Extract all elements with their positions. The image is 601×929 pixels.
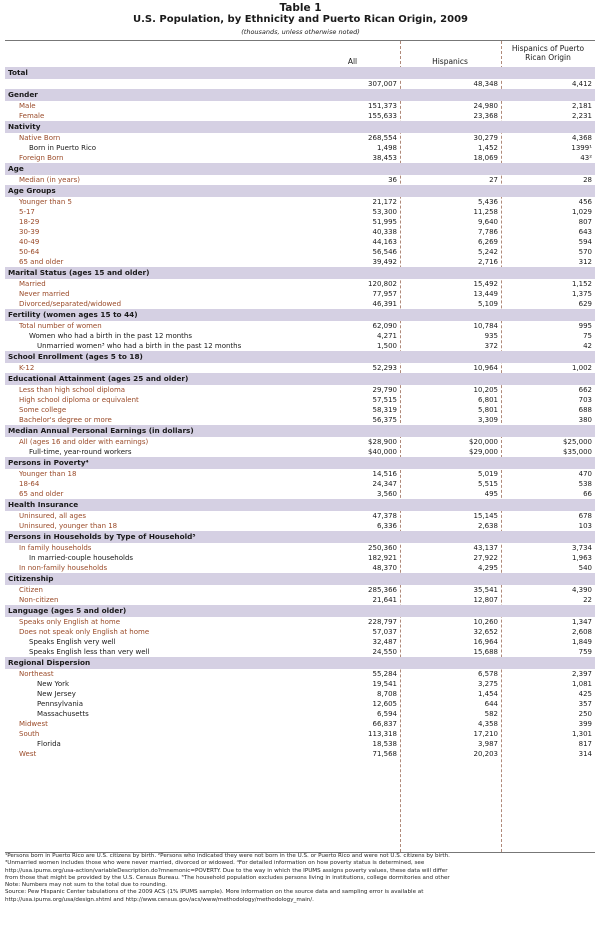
- cell-all: 58,319: [372, 406, 397, 414]
- cell-hispanics: 4,358: [477, 720, 498, 728]
- section-header-row: [5, 573, 595, 585]
- cell-hispanics: 1,454: [477, 690, 498, 698]
- table-row: [5, 489, 595, 499]
- cell-puerto-rican: 538: [578, 480, 592, 488]
- row-label: New York: [37, 680, 70, 688]
- table-row: [5, 207, 595, 217]
- column-header-hispanics: Hispanics: [432, 57, 468, 66]
- row-label: Midwest: [19, 720, 48, 728]
- cell-hispanics: 48,348: [473, 80, 498, 88]
- cell-all: 39,492: [372, 258, 397, 266]
- section-header-row: [5, 267, 595, 279]
- row-label: Uninsured, all ages: [19, 512, 87, 520]
- table-title: U.S. Population, by Ethnicity and Puerto Rican Origin, 2009: [133, 14, 468, 25]
- cell-puerto-rican: 678: [578, 512, 592, 520]
- cell-hispanics: 11,258: [473, 208, 498, 216]
- cell-puerto-rican: 42: [583, 342, 592, 350]
- cell-all: 285,366: [368, 586, 397, 594]
- cell-puerto-rican: 1,029: [571, 208, 592, 216]
- cell-puerto-rican: 314: [578, 750, 592, 758]
- cell-all: 56,375: [372, 416, 397, 424]
- cell-all: 1,500: [376, 342, 397, 350]
- table-row: [5, 299, 595, 309]
- cell-all: 8,708: [376, 690, 397, 698]
- table-number: Table 1: [279, 2, 322, 14]
- cell-all: 57,037: [372, 628, 397, 636]
- section-title: Nativity: [5, 121, 595, 133]
- cell-puerto-rican: 703: [578, 396, 592, 404]
- row-label: Florida: [37, 740, 61, 748]
- row-label: Speaks only English at home: [19, 618, 121, 626]
- cell-all: 268,554: [368, 134, 397, 142]
- cell-all: 14,516: [372, 470, 397, 478]
- row-label: Born in Puerto Rico: [29, 144, 97, 152]
- table-row: [5, 153, 595, 163]
- cell-all: 21,172: [372, 198, 397, 206]
- section-title: Persons in Poverty⁴: [5, 457, 595, 469]
- cell-hispanics: 6,269: [477, 238, 498, 246]
- cell-hispanics: 23,368: [473, 112, 498, 120]
- footnotes: [5, 853, 597, 904]
- table-row: [5, 217, 595, 227]
- cell-all: 3,560: [376, 490, 397, 498]
- cell-puerto-rican: 2,608: [571, 628, 592, 636]
- cell-puerto-rican: 1,347: [571, 618, 592, 626]
- section-header-row: [5, 373, 595, 385]
- table-row: [5, 637, 595, 647]
- row-label: 40-49: [19, 238, 40, 246]
- table-row: [5, 479, 595, 489]
- row-label: Unmarried women³ who had a birth in the past 12 months: [37, 342, 242, 350]
- row-label: 30-39: [19, 228, 40, 236]
- section-title: Persons in Households by Type of Household⁵: [5, 531, 595, 543]
- cell-all: 151,373: [368, 102, 397, 110]
- table-row: [5, 627, 595, 637]
- section-title: Gender: [5, 89, 595, 101]
- cell-hispanics: 15,688: [473, 648, 498, 656]
- cell-puerto-rican: 1399¹: [571, 144, 592, 152]
- section-title: Marital Status (ages 15 and older): [5, 267, 595, 279]
- cell-puerto-rican: 28: [583, 176, 592, 184]
- table-row: [5, 363, 595, 373]
- cell-puerto-rican: 1,081: [571, 680, 592, 688]
- section-title: Educational Attainment (ages 25 and older): [5, 373, 595, 385]
- table-row: [5, 175, 595, 185]
- section-header-row: [5, 89, 595, 101]
- table-row: [5, 689, 595, 699]
- section-title: Median Annual Personal Earnings (in dollars): [5, 425, 595, 437]
- cell-all: 18,538: [372, 740, 397, 748]
- section-header-row: [5, 457, 595, 469]
- section-title: Regional Dispersion: [5, 657, 595, 669]
- cell-hispanics: 17,210: [473, 730, 498, 738]
- cell-hispanics: 5,109: [477, 300, 498, 308]
- cell-hispanics: 32,652: [473, 628, 498, 636]
- row-label: Female: [19, 112, 45, 120]
- row-label: In non-family households: [19, 564, 108, 572]
- cell-hispanics: 4,295: [477, 564, 498, 572]
- cell-hispanics: 935: [484, 332, 498, 340]
- table-row: [5, 289, 595, 299]
- table-row: [5, 321, 595, 331]
- footnote-line: http://usa.ipums.org/usa/design.shtml and http://www.census.gov/acs/www/methodology/methodology_main/.: [5, 896, 314, 903]
- section-header-row: [5, 121, 595, 133]
- section-title: Health Insurance: [5, 499, 595, 511]
- table-row: [5, 739, 595, 749]
- footnote-line: http://usa.ipums.org/usa-action/variableDescription.do?mnemonic=POVERTY. Due to the way in which the IPUMS assigns poverty values, these data will differ: [5, 867, 448, 874]
- cell-hispanics: 27: [489, 176, 498, 184]
- cell-puerto-rican: 2,181: [571, 102, 592, 110]
- cell-all: 51,995: [372, 218, 397, 226]
- section-header-row: [5, 67, 595, 79]
- cell-all: 55,284: [372, 670, 397, 678]
- cell-hispanics: 3,309: [477, 416, 498, 424]
- section-header-row: [5, 657, 595, 669]
- cell-all: 182,921: [368, 554, 397, 562]
- cell-puerto-rican: 357: [578, 700, 592, 708]
- cell-puerto-rican: 570: [578, 248, 592, 256]
- table-row: [5, 331, 595, 341]
- table-row: [5, 395, 595, 405]
- table-row: [5, 405, 595, 415]
- row-label: [5, 79, 305, 89]
- cell-hispanics: 5,242: [477, 248, 498, 256]
- row-label: Speaks English very well: [29, 638, 116, 646]
- cell-all: 52,293: [372, 364, 397, 372]
- row-label: Median (in years): [19, 176, 81, 184]
- cell-hispanics: 495: [484, 490, 498, 498]
- section-title: Total: [5, 67, 595, 79]
- cell-puerto-rican: 1,002: [571, 364, 592, 372]
- cell-all: 29,790: [372, 386, 397, 394]
- table-row: [5, 553, 595, 563]
- table-row: [5, 197, 595, 207]
- cell-hispanics: 5,515: [477, 480, 498, 488]
- table-row: [5, 101, 595, 111]
- cell-puerto-rican: 629: [578, 300, 592, 308]
- cell-hispanics: 1,452: [477, 144, 498, 152]
- cell-puerto-rican: $25,000: [563, 438, 592, 446]
- cell-hispanics: 5,436: [477, 198, 498, 206]
- row-label: Divorced/separated/widowed: [19, 300, 122, 308]
- section-header-row: [5, 309, 595, 321]
- cell-puerto-rican: 312: [578, 258, 592, 266]
- row-label: K-12: [19, 364, 35, 372]
- cell-all: 1,498: [376, 144, 397, 152]
- footnote-line: ¹Persons born in Puerto Rico are U.S. citizens by birth. ²Persons who indicated they were not born in the U.S. or Puerto Rico and were not U.S. citizens by birth.: [5, 853, 450, 859]
- cell-hispanics: 644: [484, 700, 498, 708]
- row-label: 50-64: [19, 248, 40, 256]
- table-row: [5, 341, 595, 351]
- cell-hispanics: 6,801: [477, 396, 498, 404]
- cell-all: 21,641: [372, 596, 397, 604]
- cell-all: 228,797: [368, 618, 397, 626]
- cell-all: 44,163: [372, 238, 397, 246]
- cell-all: 32,487: [372, 638, 397, 646]
- table-row: [5, 111, 595, 121]
- cell-hispanics: $29,000: [469, 448, 498, 456]
- cell-puerto-rican: 399: [578, 720, 592, 728]
- cell-hispanics: 18,069: [473, 154, 498, 162]
- cell-hispanics: 13,449: [473, 290, 498, 298]
- cell-all: 66,837: [372, 720, 397, 728]
- cell-hispanics: 2,638: [477, 522, 498, 530]
- section-header-row: [5, 425, 595, 437]
- table-row: [5, 617, 595, 627]
- cell-hispanics: 7,786: [477, 228, 498, 236]
- row-label: West: [19, 750, 37, 758]
- table-row: [5, 719, 595, 729]
- cell-puerto-rican: 2,231: [571, 112, 592, 120]
- section-header-row: [5, 499, 595, 511]
- footnote-line: Note: Numbers may not sum to the total due to rounding.: [5, 882, 167, 889]
- section-header-row: [5, 605, 595, 617]
- section-header-row: [5, 185, 595, 197]
- cell-puerto-rican: 817: [578, 740, 592, 748]
- table-row: [5, 585, 595, 595]
- cell-all: 71,568: [372, 750, 397, 758]
- table-row: [5, 133, 595, 143]
- row-label: Speaks English less than very well: [29, 648, 150, 656]
- cell-hispanics: 9,640: [477, 218, 498, 226]
- cell-hispanics: 20,203: [473, 750, 498, 758]
- section-header-row: [5, 351, 595, 363]
- cell-all: 113,318: [368, 730, 397, 738]
- row-label: Some college: [19, 406, 67, 414]
- column-header-all: All: [347, 57, 358, 66]
- cell-hispanics: 3,987: [477, 740, 498, 748]
- cell-puerto-rican: 1,849: [571, 638, 592, 646]
- cell-hispanics: 10,964: [473, 364, 498, 372]
- cell-puerto-rican: 1,152: [571, 280, 592, 288]
- cell-puerto-rican: 22: [583, 596, 592, 604]
- row-label: Total number of women: [19, 322, 102, 330]
- cell-hispanics: 24,980: [473, 102, 498, 110]
- cell-all: 53,300: [372, 208, 397, 216]
- row-label: 18-64: [19, 480, 40, 488]
- cell-all: $28,900: [368, 438, 397, 446]
- section-title: Language (ages 5 and older): [5, 605, 595, 617]
- row-label: 18-29: [19, 218, 40, 226]
- table-row: [5, 511, 595, 521]
- cell-all: 24,347: [372, 480, 397, 488]
- table-row: [5, 729, 595, 739]
- cell-hispanics: 2,716: [477, 258, 498, 266]
- row-label: Northeast: [19, 670, 54, 678]
- cell-all: 6,594: [376, 710, 397, 718]
- row-label: Never married: [19, 290, 70, 298]
- cell-puerto-rican: 75: [583, 332, 592, 340]
- row-label: Less than high school diploma: [19, 386, 126, 394]
- table-row: [5, 669, 595, 679]
- cell-hispanics: 5,801: [477, 406, 498, 414]
- row-label: In family households: [19, 544, 92, 552]
- row-label: Pennsylvania: [37, 700, 83, 708]
- cell-puerto-rican: 4,368: [571, 134, 592, 142]
- row-label: Massachusetts: [37, 710, 89, 718]
- cell-all: 48,370: [372, 564, 397, 572]
- row-label: Bachelor's degree or more: [19, 416, 112, 424]
- cell-puerto-rican: 43²: [580, 154, 592, 162]
- row-label: Married: [19, 280, 46, 288]
- row-label: Male: [19, 102, 36, 110]
- footnote-line: from those that might be provided by the U.S. Census Bureau. ⁵The household population excludes persons living in institutions, college dormitories and other: [5, 874, 450, 881]
- cell-puerto-rican: 4,390: [571, 586, 592, 594]
- cell-puerto-rican: 456: [578, 198, 592, 206]
- cell-puerto-rican: 470: [578, 470, 592, 478]
- cell-hispanics: 15,145: [473, 512, 498, 520]
- row-label: Citizen: [19, 586, 43, 594]
- cell-puerto-rican: 2,397: [571, 670, 592, 678]
- row-label: South: [19, 730, 40, 738]
- cell-puerto-rican: 1,963: [571, 554, 592, 562]
- section-title: Citizenship: [5, 573, 595, 585]
- cell-puerto-rican: 1,375: [571, 290, 592, 298]
- cell-puerto-rican: 66: [583, 490, 592, 498]
- table-row: [5, 143, 595, 153]
- cell-puerto-rican: 103: [578, 522, 592, 530]
- cell-puerto-rican: 594: [578, 238, 592, 246]
- cell-hispanics: 10,260: [473, 618, 498, 626]
- cell-puerto-rican: 807: [578, 218, 592, 226]
- table-row: [5, 447, 595, 457]
- row-label: Younger than 18: [19, 470, 77, 478]
- table-row: [5, 385, 595, 395]
- cell-hispanics: 10,784: [473, 322, 498, 330]
- cell-hispanics: 15,492: [473, 280, 498, 288]
- table-body: [5, 67, 595, 759]
- cell-hispanics: 10,205: [473, 386, 498, 394]
- column-header-puerto-rican: Hispanics of Puerto Rican Origin: [511, 44, 585, 62]
- row-label: New Jersey: [37, 690, 76, 698]
- row-label: Native Born: [19, 134, 61, 142]
- cell-hispanics: 3,275: [477, 680, 498, 688]
- footnote-line: ³Unmarried women includes those who were never married, divorced or widowed. ⁴For detailed information on how poverty status is determined, see: [5, 860, 425, 867]
- section-title: Age: [5, 163, 595, 175]
- cell-all: 77,957: [372, 290, 397, 298]
- table-row: [5, 437, 595, 447]
- table-row: [5, 469, 595, 479]
- row-label: Does not speak only English at home: [19, 628, 150, 636]
- cell-puerto-rican: 425: [578, 690, 592, 698]
- table-row: [5, 415, 595, 425]
- table-row: [5, 595, 595, 605]
- cell-all: 46,391: [372, 300, 397, 308]
- row-label: 65 and older: [19, 490, 64, 498]
- cell-all: 307,007: [368, 80, 397, 88]
- row-label: 5-17: [19, 208, 35, 216]
- cell-all: 24,550: [372, 648, 397, 656]
- footnote-line: Source: Pew Hispanic Center tabulations of the 2009 ACS (1% IPUMS sample). More information on the source data and sampling error is available at: [5, 889, 424, 896]
- cell-puerto-rican: 1,301: [571, 730, 592, 738]
- cell-all: 56,546: [372, 248, 397, 256]
- row-label: All (ages 16 and older with earnings): [19, 438, 149, 446]
- table-row: [5, 709, 595, 719]
- table-row: [5, 647, 595, 657]
- section-title: School Enrollment (ages 5 to 18): [5, 351, 595, 363]
- table-row: [5, 279, 595, 289]
- table-row: [5, 79, 595, 89]
- section-title: Age Groups: [5, 185, 595, 197]
- table-row: [5, 543, 595, 553]
- cell-all: 155,633: [368, 112, 397, 120]
- cell-all: 6,336: [376, 522, 397, 530]
- table-row: [5, 227, 595, 237]
- section-header-row: [5, 163, 595, 175]
- row-label: High school diploma or equivalent: [19, 396, 139, 404]
- cell-all: 120,802: [368, 280, 397, 288]
- section-header-row: [5, 531, 595, 543]
- cell-hispanics: 5,019: [477, 470, 498, 478]
- cell-hispanics: 6,578: [477, 670, 498, 678]
- row-label: Foreign Born: [19, 154, 64, 162]
- row-label: Women who had a birth in the past 12 months: [29, 332, 192, 340]
- table-row: [5, 563, 595, 573]
- table-row: [5, 247, 595, 257]
- cell-hispanics: 372: [484, 342, 498, 350]
- table-row: [5, 521, 595, 531]
- cell-all: 250,360: [368, 544, 397, 552]
- data-table: [5, 40, 595, 853]
- cell-puerto-rican: $35,000: [563, 448, 592, 456]
- cell-all: 4,271: [376, 332, 397, 340]
- table-row: [5, 699, 595, 709]
- cell-all: 19,541: [372, 680, 397, 688]
- cell-puerto-rican: 380: [578, 416, 592, 424]
- cell-hispanics: 30,279: [473, 134, 498, 142]
- cell-all: $40,000: [368, 448, 397, 456]
- cell-all: 62,090: [372, 322, 397, 330]
- cell-hispanics: 582: [484, 710, 498, 718]
- row-label: Uninsured, younger than 18: [19, 522, 118, 530]
- cell-puerto-rican: 4,412: [571, 80, 592, 88]
- cell-hispanics: $20,000: [469, 438, 498, 446]
- table-row: [5, 749, 595, 759]
- row-label: 65 and older: [19, 258, 64, 266]
- cell-hispanics: 12,807: [473, 596, 498, 604]
- cell-puerto-rican: 662: [578, 386, 592, 394]
- row-label: Non-citizen: [19, 596, 59, 604]
- cell-hispanics: 35,541: [473, 586, 498, 594]
- cell-all: 57,515: [372, 396, 397, 404]
- cell-puerto-rican: 995: [578, 322, 592, 330]
- row-label: Full-time, year-round workers: [29, 448, 132, 456]
- cell-hispanics: 27,922: [473, 554, 498, 562]
- table-subtitle: (thousands, unless otherwise noted): [241, 28, 360, 36]
- cell-all: 40,338: [372, 228, 397, 236]
- cell-puerto-rican: 643: [578, 228, 592, 236]
- section-title: Fertility (women ages 15 to 44): [5, 309, 595, 321]
- cell-all: 12,605: [372, 700, 397, 708]
- cell-puerto-rican: 250: [578, 710, 592, 718]
- cell-all: 38,453: [372, 154, 397, 162]
- cell-all: 47,378: [372, 512, 397, 520]
- cell-hispanics: 16,964: [473, 638, 498, 646]
- cell-puerto-rican: 3,734: [571, 544, 592, 552]
- cell-puerto-rican: 759: [578, 648, 592, 656]
- row-label: In married-couple households: [29, 554, 134, 562]
- table-row: [5, 679, 595, 689]
- cell-puerto-rican: 688: [578, 406, 592, 414]
- cell-all: 36: [388, 176, 397, 184]
- cell-puerto-rican: 540: [578, 564, 592, 572]
- cell-hispanics: 43,137: [473, 544, 498, 552]
- table-row: [5, 257, 595, 267]
- row-label: Younger than 5: [19, 198, 72, 206]
- table-row: [5, 237, 595, 247]
